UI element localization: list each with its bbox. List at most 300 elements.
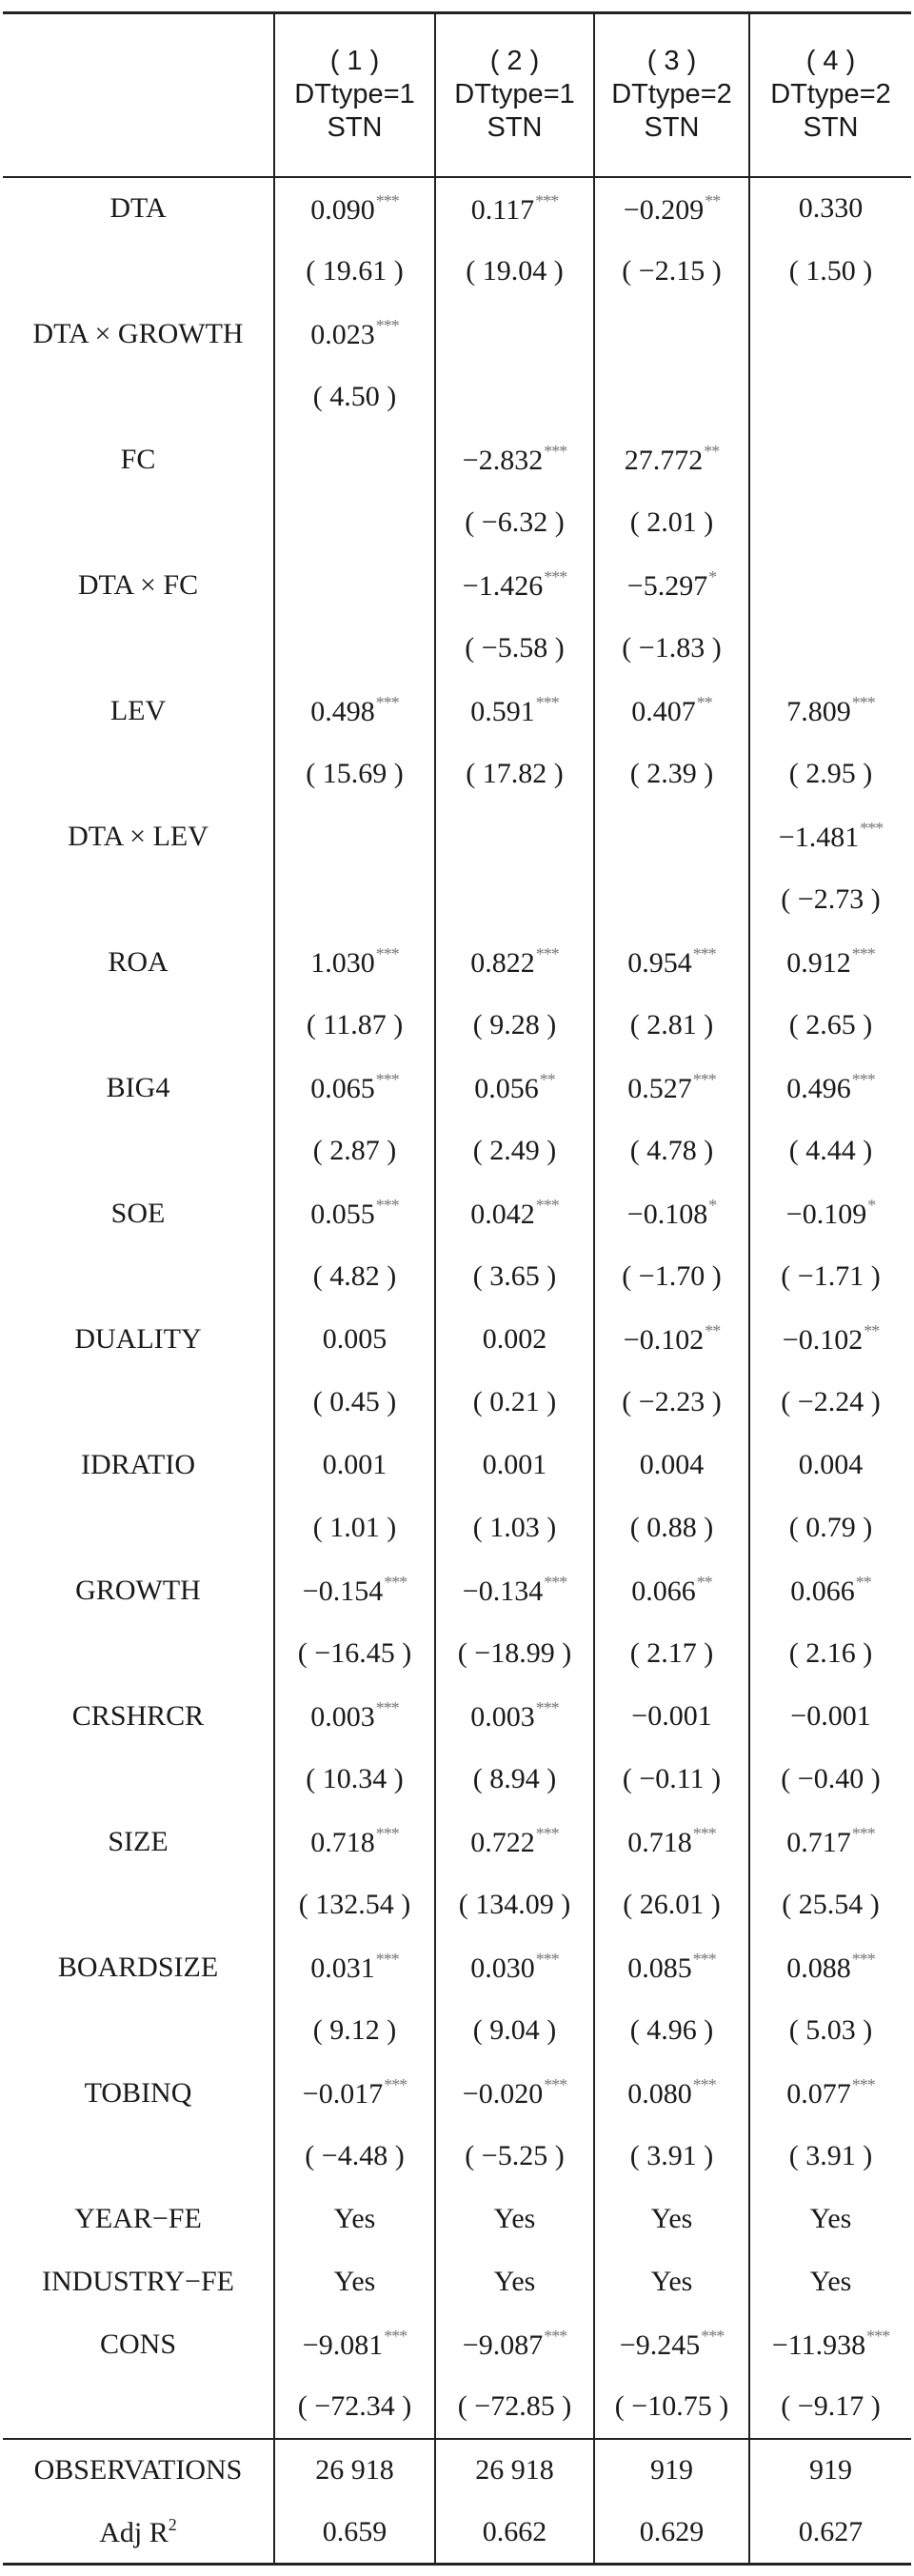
table-header-row [3, 13, 911, 177]
significance-stars: *** [851, 1824, 875, 1843]
table-cell [274, 1559, 435, 1622]
cell-value: 0.002 [482, 1322, 547, 1355]
table-body [3, 177, 911, 2439]
cell-value: ( 2.16 ) [788, 1636, 873, 1669]
cell-value: 0.003 [310, 1701, 375, 1733]
cell-value: −0.102 [623, 1324, 705, 1356]
table-cell [594, 743, 749, 805]
cell-value: 0.496 [786, 1073, 851, 1104]
table-cell [749, 1999, 911, 2062]
cell-value: ( 2.95 ) [788, 757, 873, 789]
significance-stars: *** [692, 1824, 716, 1843]
table-cell [749, 2188, 911, 2250]
cell-value: −2.832 [462, 445, 544, 476]
cell-value: ( 11.87 ) [306, 1008, 404, 1040]
cell-value: ( 25.54 ) [782, 1888, 880, 1920]
significance-stars: *** [375, 1196, 399, 1215]
cell-value: 0.591 [470, 696, 535, 727]
table-cell [274, 2062, 435, 2125]
cell-value: −1.426 [462, 570, 544, 602]
table-cell [749, 1182, 911, 1245]
table-cell: 26 918 [435, 2439, 594, 2502]
significance-stars: *** [535, 1950, 559, 1969]
cell-value: 0.065 [310, 1073, 375, 1104]
table-cell [594, 1748, 749, 1811]
table-cell [749, 805, 911, 868]
table-cell [749, 491, 911, 554]
table-cell [274, 1308, 435, 1371]
table-cell: 0.662 [435, 2502, 594, 2565]
cell-value: ( −2.73 ) [781, 882, 881, 915]
row-label: DTA [109, 192, 167, 224]
cell-value: 0.117 [470, 193, 535, 226]
variable-row [3, 1685, 911, 1748]
variable-row [3, 2250, 911, 2313]
cell-value: −11.938 [771, 2329, 866, 2361]
table-cell [274, 680, 435, 743]
cell-value: ( 4.50 ) [312, 380, 397, 412]
table-cell [435, 2250, 594, 2313]
table-cell [435, 1120, 594, 1182]
table-cell: 919 [749, 2439, 911, 2502]
cell-value: ( −1.83 ) [622, 631, 722, 664]
cell-value: 1.030 [310, 947, 375, 979]
table-cell [749, 1748, 911, 1811]
variable-row [3, 805, 911, 868]
table-cell [749, 1057, 911, 1120]
table-cell [435, 743, 594, 805]
cell-value: Yes [650, 2202, 693, 2234]
cell-value: ( −5.58 ) [465, 631, 565, 664]
cell-value: ( 9.04 ) [472, 2013, 557, 2046]
table-cell [274, 1748, 435, 1811]
significance-stars: *** [701, 2327, 725, 2346]
table-cell [749, 2125, 911, 2188]
column-number: ( 1 ) [329, 46, 380, 77]
table-cell [594, 931, 749, 994]
cell-value: ( −10.75 ) [614, 2390, 729, 2422]
cell-value: ( 8.94 ) [472, 1762, 557, 1794]
row-label: DTA × GROWTH [32, 317, 244, 349]
cell-value: Yes [650, 2265, 693, 2297]
table-cell [435, 1748, 594, 1811]
cell-value: ( −1.71 ) [781, 1259, 881, 1292]
significance-stars: ** [705, 190, 721, 210]
table-cell [435, 868, 594, 931]
cell-value: 0.042 [470, 1199, 535, 1230]
table-cell [594, 1496, 749, 1559]
table-cell [274, 1245, 435, 1308]
table-cell [594, 1559, 749, 1622]
table-cell [594, 1685, 749, 1748]
column-number: ( 2 ) [489, 46, 540, 77]
row-label: LEV [109, 694, 167, 726]
cell-value: 0.718 [627, 1827, 692, 1858]
significance-stars: *** [851, 2075, 875, 2094]
tstat-row [3, 1120, 911, 1182]
column-header-1 [274, 13, 435, 177]
table-cell [594, 2125, 749, 2188]
significance-stars: *** [375, 190, 399, 210]
cell-value: 0.066 [631, 1575, 696, 1607]
cell-value: −0.109 [785, 1199, 867, 1230]
table-cell [435, 1622, 594, 1685]
table-cell [435, 1434, 594, 1496]
table-cell [594, 1999, 749, 2062]
variable-row [3, 680, 911, 743]
table-cell [749, 931, 911, 994]
cell-value: ( −9.17 ) [781, 2390, 881, 2422]
row-label [3, 1496, 274, 1559]
table-cell [435, 931, 594, 994]
row-label [3, 366, 274, 428]
row-label [3, 1120, 274, 1182]
row-label [3, 1245, 274, 1308]
row-label: IDRATIO [81, 1448, 195, 1480]
table-cell [435, 366, 594, 428]
adj-r2-row [3, 2502, 911, 2565]
significance-stars: ** [864, 1321, 880, 1340]
significance-stars: *** [375, 316, 399, 335]
tstat-row [3, 617, 911, 680]
row-label: SIZE [108, 1825, 169, 1857]
table-cell [274, 428, 435, 491]
cell-value: ( 9.12 ) [312, 2013, 397, 2046]
table-cell [435, 2313, 594, 2376]
cell-value: 0.498 [310, 696, 375, 727]
tstat-row [3, 743, 911, 805]
cell-value: −9.245 [619, 2329, 701, 2361]
tstat-row [3, 491, 911, 554]
table-cell [435, 491, 594, 554]
cell-value: 0.527 [627, 1073, 692, 1104]
table-cell [594, 805, 749, 868]
table-cell [749, 1120, 911, 1182]
cell-value: ( −1.70 ) [622, 1259, 722, 1292]
table-cell [594, 994, 749, 1057]
cell-value: −0.001 [790, 1699, 871, 1732]
table-cell [594, 1936, 749, 1999]
cell-value: ( −5.25 ) [465, 2139, 565, 2171]
table-cell [594, 1371, 749, 1434]
cell-value: ( 19.61 ) [306, 254, 404, 287]
cell-value: 0.030 [470, 1952, 535, 1984]
tstat-row [3, 366, 911, 428]
cell-value: 0.912 [786, 947, 851, 979]
table-cell [274, 994, 435, 1057]
table-cell [274, 1811, 435, 1873]
variable-row [3, 2062, 911, 2125]
variable-row [3, 1811, 911, 1873]
tstat-row [3, 1748, 911, 1811]
cell-value: 0.090 [310, 193, 375, 226]
significance-stars: *** [535, 1824, 559, 1843]
variable-row [3, 554, 911, 617]
table-cell [274, 1936, 435, 1999]
cell-value: ( −0.40 ) [781, 1762, 881, 1794]
cell-value: −9.081 [302, 2329, 384, 2361]
table-cell [435, 554, 594, 617]
cell-value: −0.001 [631, 1699, 712, 1732]
table-cell [274, 805, 435, 868]
significance-stars: *** [544, 1573, 567, 1592]
column-dependent-var: STN [803, 112, 859, 144]
cell-value: ( 26.01 ) [623, 1888, 721, 1920]
table-cell: 0.629 [594, 2502, 749, 2565]
table-cell [594, 868, 749, 931]
significance-stars: *** [375, 1824, 399, 1843]
row-label: DTA × FC [77, 568, 199, 601]
row-label [3, 1873, 274, 1936]
row-label: ROA [108, 945, 169, 978]
cell-value: ( 132.54 ) [298, 1888, 411, 1920]
significance-stars: *** [692, 1070, 716, 1089]
tstat-row [3, 2125, 911, 2188]
cell-value: ( −6.32 ) [465, 505, 565, 538]
table-cell [594, 2250, 749, 2313]
significance-stars: *** [851, 1950, 875, 1969]
row-label [3, 2125, 274, 2188]
table-cell [274, 1622, 435, 1685]
table-cell [749, 303, 911, 366]
cell-value: ( 1.01 ) [312, 1511, 397, 1543]
cell-value: ( −2.24 ) [781, 1385, 881, 1417]
row-label: INDUSTRY−FE [42, 2265, 234, 2297]
cell-value: 0.031 [310, 1952, 375, 1984]
table-cell [274, 491, 435, 554]
row-label [3, 868, 274, 931]
cell-value: 0.330 [798, 192, 864, 224]
cell-value: ( 4.96 ) [629, 2013, 714, 2046]
table-cell [594, 1057, 749, 1120]
cell-value: ( 0.21 ) [472, 1385, 557, 1417]
row-label [3, 491, 274, 554]
cell-value: −0.108 [626, 1199, 708, 1230]
table-cell [594, 1622, 749, 1685]
table-cell: 0.659 [274, 2502, 435, 2565]
variable-row [3, 2188, 911, 2250]
significance-stars: *** [535, 190, 559, 210]
table-cell [274, 931, 435, 994]
table-cell [435, 1685, 594, 1748]
significance-stars: * [708, 567, 717, 586]
tstat-row [3, 868, 911, 931]
cell-value: 0.954 [627, 947, 692, 979]
table-cell [749, 2062, 911, 2125]
cell-value: −0.154 [302, 1575, 384, 1607]
table-cell [594, 617, 749, 680]
table-cell [749, 680, 911, 743]
significance-stars: *** [375, 693, 399, 712]
row-label [3, 1748, 274, 1811]
table-cell [435, 617, 594, 680]
column-dependent-var: STN [327, 112, 383, 144]
row-label: DUALITY [74, 1322, 202, 1355]
row-label: BIG4 [106, 1071, 170, 1103]
table-cell [274, 2125, 435, 2188]
significance-stars: *** [375, 1950, 399, 1969]
row-label [3, 240, 274, 303]
table-cell [749, 1622, 911, 1685]
significance-stars: *** [535, 693, 559, 712]
adj-r2-superscript: 2 [168, 2514, 177, 2534]
significance-stars: *** [692, 2075, 716, 2094]
significance-stars: *** [375, 1070, 399, 1089]
tstat-row [3, 994, 911, 1057]
cell-value: 0.066 [790, 1575, 855, 1607]
column-dt-type: DTtype=1 [294, 79, 415, 110]
row-label [3, 994, 274, 1057]
table-cell [274, 743, 435, 805]
significance-stars: ** [705, 1321, 721, 1340]
table-cell [435, 994, 594, 1057]
variable-row [3, 1182, 911, 1245]
variable-row [3, 177, 911, 240]
table-cell [435, 177, 594, 240]
table-cell [274, 2250, 435, 2313]
table-cell [749, 1308, 911, 1371]
table-cell [274, 617, 435, 680]
row-label: TOBINQ [84, 2076, 192, 2109]
cell-value: ( 10.34 ) [306, 1762, 404, 1794]
cell-value: 0.001 [322, 1448, 387, 1480]
cell-value: −1.481 [778, 822, 860, 853]
cell-value: ( 2.65 ) [788, 1008, 873, 1040]
table-cell [749, 177, 911, 240]
table-footer [3, 2439, 911, 2565]
tstat-row [3, 1496, 911, 1559]
row-label [3, 1999, 274, 2062]
table-cell [274, 1999, 435, 2062]
row-label: BOARDSIZE [57, 1951, 219, 1983]
column-number: ( 4 ) [805, 46, 856, 77]
cell-value: −5.297 [626, 570, 708, 602]
column-dependent-var: STN [644, 112, 700, 144]
cell-value: ( 4.44 ) [788, 1134, 873, 1166]
cell-value: 0.407 [631, 696, 696, 727]
cell-value: ( 2.87 ) [312, 1134, 397, 1166]
row-label [3, 1622, 274, 1685]
cell-value: ( 9.28 ) [472, 1008, 557, 1040]
significance-stars: *** [851, 944, 875, 963]
table-cell [435, 1245, 594, 1308]
significance-stars: *** [544, 2075, 567, 2094]
variable-row [3, 931, 911, 994]
cell-value: −0.020 [462, 2078, 544, 2110]
column-dependent-var: STN [487, 112, 543, 144]
cell-value: 0.080 [627, 2078, 692, 2110]
cell-value: 0.722 [470, 1827, 535, 1858]
table-cell: 26 918 [274, 2439, 435, 2502]
row-label [3, 2502, 274, 2565]
column-header-4 [749, 13, 911, 177]
table-cell [435, 428, 594, 491]
table-cell [435, 1308, 594, 1371]
table-cell [435, 1811, 594, 1873]
significance-stars: *** [866, 2327, 890, 2346]
table-cell [435, 2376, 594, 2439]
table-cell [749, 2376, 911, 2439]
table-cell [749, 1559, 911, 1622]
table-cell [435, 2062, 594, 2125]
significance-stars: *** [375, 1698, 399, 1717]
variable-row [3, 303, 911, 366]
table-cell [274, 1182, 435, 1245]
cell-value: ( 2.17 ) [629, 1636, 714, 1669]
table-cell [274, 240, 435, 303]
cell-value: Yes [493, 2202, 536, 2234]
table-cell [274, 1057, 435, 1120]
table-cell [749, 1873, 911, 1936]
variable-row [3, 2313, 911, 2376]
cell-value: −0.017 [302, 2078, 384, 2110]
tstat-row [3, 2376, 911, 2439]
table-cell [435, 1873, 594, 1936]
table-cell [435, 1371, 594, 1434]
cell-value: −0.102 [782, 1324, 864, 1356]
cell-value: Yes [809, 2265, 852, 2297]
cell-value: −9.087 [462, 2329, 544, 2361]
column-header-3 [594, 13, 749, 177]
significance-stars: * [708, 1196, 717, 1215]
cell-value: ( −2.15 ) [622, 254, 722, 287]
cell-value: ( 1.50 ) [788, 254, 873, 287]
row-label [3, 743, 274, 805]
significance-stars: *** [544, 567, 567, 586]
cell-value: ( −2.23 ) [622, 1385, 722, 1417]
cell-value: 0.055 [310, 1199, 375, 1230]
cell-value: 0.085 [627, 1952, 692, 1984]
significance-stars: * [867, 1196, 876, 1215]
table-cell [594, 240, 749, 303]
table-cell [594, 1811, 749, 1873]
column-dt-type: DTtype=1 [454, 79, 575, 110]
significance-stars: *** [375, 944, 399, 963]
cell-value: ( −16.45 ) [297, 1636, 412, 1669]
table-cell [749, 1371, 911, 1434]
row-label [3, 2376, 274, 2439]
table-cell [274, 1873, 435, 1936]
tstat-row [3, 1371, 911, 1434]
cell-value: ( 3.65 ) [472, 1259, 557, 1292]
cell-value: 0.023 [310, 319, 375, 350]
table-cell [749, 366, 911, 428]
table-cell [594, 1120, 749, 1182]
variable-row [3, 1308, 911, 1371]
table-cell [594, 1308, 749, 1371]
table-cell [435, 805, 594, 868]
table-cell [274, 868, 435, 931]
regression-table [3, 11, 911, 2566]
significance-stars: *** [692, 1950, 716, 1969]
table-cell [435, 1057, 594, 1120]
cell-value: 0.004 [639, 1448, 705, 1480]
cell-value: 0.717 [786, 1827, 851, 1858]
table-cell [435, 1559, 594, 1622]
row-label: CRSHRCR [71, 1699, 205, 1732]
adj-r2-label: Adj R [99, 2516, 169, 2548]
significance-stars: *** [535, 944, 559, 963]
row-label: GROWTH [75, 1574, 201, 1606]
variable-row [3, 1434, 911, 1496]
table-cell [594, 554, 749, 617]
cell-value: ( 19.04 ) [466, 254, 564, 287]
table-cell [435, 1496, 594, 1559]
tstat-row [3, 1245, 911, 1308]
cell-value: ( 134.09 ) [458, 1888, 571, 1920]
cell-value: 0.718 [310, 1827, 375, 1858]
significance-stars: ** [696, 1573, 712, 1592]
